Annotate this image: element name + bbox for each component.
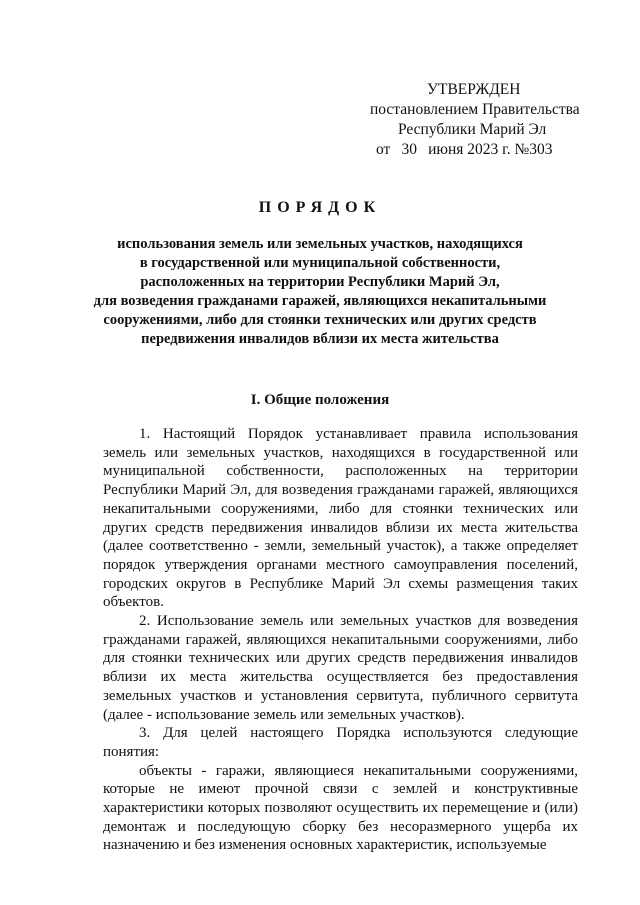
approval-day: 30 [401, 141, 417, 158]
document-subtitle [60, 235, 580, 349]
document-title: ПОРЯДОК [258, 199, 382, 216]
section-heading: I. Общие положения [250, 392, 390, 408]
section-body [103, 425, 578, 855]
subtitle-line: для возведения гражданами гаражей, являющихся некапитальными [93, 293, 547, 309]
subtitle-line: использования земель или земельных участков, находящихся [117, 236, 523, 252]
subtitle-line: в государственной или муниципальной собственности, [139, 255, 501, 271]
approval-from: от [376, 141, 391, 158]
subtitle-line: сооружениями, либо для стоянки технических или других средств [103, 312, 537, 328]
subtitle-line: расположенных на территории Республики Марий Эл, [140, 274, 500, 290]
approval-stamp [370, 80, 620, 160]
approval-date-rest: июня 2023 г. №303 [428, 141, 553, 158]
paragraph-3: 3. Для целей настоящего Порядка используются следующие понятия: [103, 725, 578, 760]
approval-decree-line: постановлением Правительства [370, 101, 580, 118]
paragraph-1: 1. Настоящий Порядок устанавливает правила использования земель или земельных участков, находящихся в государственной или муниципальной собственности, расположенных на территории Республики Марий Эл, для возведения гражданами гаражей, являющихся некапитальными сооружениями, либо для стоянки технических или других средств передвижения инвалидов вблизи их места жительства (далее соответственно - земли, земельный участок), а также определяет порядок утверждения органами местного самоуправления поселений, городских округов в Республике Марий Эл схемы размещения таких объектов. [103, 426, 578, 611]
paragraph-2: 2. Использование земель или земельных участков для возведения гражданами гаражей, являющихся некапитальными сооружениями, либо для стоянки технических или других средств передвижения инвалидов вблизи их места жительства осуществляется без предоставления земельных участков и установления сервитута, публичного сервитута (далее - использование земель или земельных участков). [103, 613, 578, 723]
approval-republic-line: Республики Марий Эл [398, 121, 547, 138]
subtitle-line: передвижения инвалидов вблизи их места жительства [141, 331, 499, 347]
approval-title: УТВЕРЖДЕН [427, 81, 521, 98]
paragraph-4: объекты - гаражи, являющиеся некапитальными сооружениями, которые не имеют прочной связи с землей и конструктивные характеристики которых позволяют осуществить их перемещение и (или) демонтаж и последующую сборку без несоразмерного ущерба их назначению и без изменения основных характеристик, используемые [103, 762, 578, 854]
approval-date-line [370, 140, 620, 160]
